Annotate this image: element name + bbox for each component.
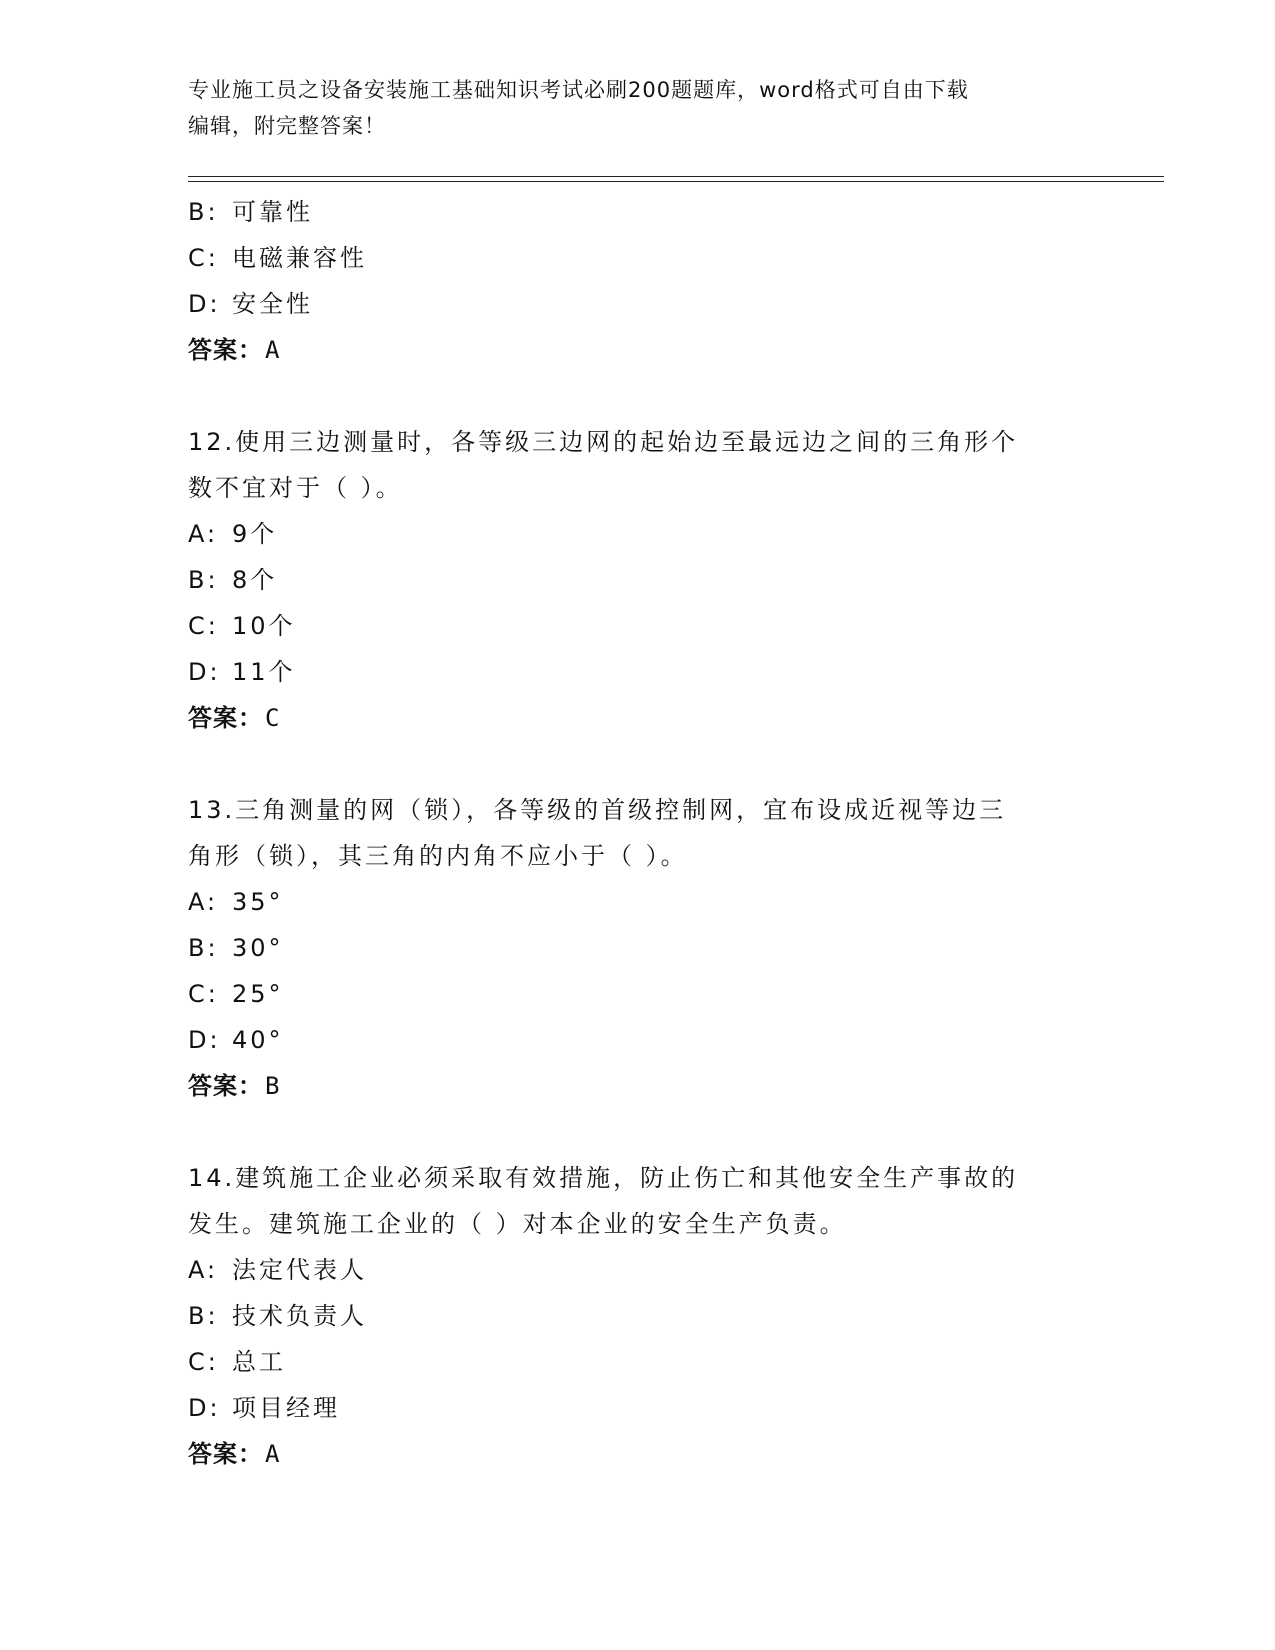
question-12 (188, 419, 1088, 741)
option-text: 电磁兼容性 (232, 244, 367, 272)
answer-line (188, 695, 1088, 741)
option-c (188, 1339, 1088, 1385)
option-letter: D: (188, 1394, 221, 1422)
option-text: 可靠性 (232, 198, 313, 226)
answer-value: A (265, 1440, 281, 1468)
option-text: 10个 (232, 612, 296, 640)
question-stem-line-1: 14.建筑施工企业必须采取有效措施，防止伤亡和其他安全生产事故的 (188, 1164, 1019, 1192)
answer-line (188, 1431, 1088, 1477)
option-text: 8个 (232, 566, 278, 594)
header-title-line-2: 编辑，附完整答案！ (188, 114, 386, 138)
answer-value: B (265, 1072, 281, 1100)
option-d (188, 649, 1088, 695)
option-letter: B: (188, 1302, 219, 1330)
question-stem-line-2: 数不宜对于（ ）。 (188, 474, 403, 502)
option-letter: B: (188, 566, 219, 594)
question-13 (188, 787, 1088, 1109)
option-c (188, 971, 1088, 1017)
option-text: 9个 (232, 520, 278, 548)
option-text: 项目经理 (232, 1394, 340, 1422)
header-title-line-1: 专业施工员之设备安装施工基础知识考试必刷200题题库，word格式可自由下载 (188, 78, 969, 102)
question-11-continued (188, 189, 1088, 373)
option-letter: A: (188, 888, 219, 916)
header-divider-top (188, 176, 1164, 177)
answer-value: C (265, 704, 281, 732)
option-text: 11个 (232, 658, 296, 686)
option-d (188, 1385, 1088, 1431)
option-text: 安全性 (232, 290, 313, 318)
document-header (188, 72, 1078, 144)
option-c (188, 235, 1088, 281)
option-letter: C: (188, 980, 219, 1008)
option-text: 总工 (232, 1348, 286, 1376)
option-text: 30° (232, 934, 284, 962)
question-stem (188, 1155, 1088, 1247)
option-d (188, 281, 1088, 327)
option-letter: D: (188, 1026, 221, 1054)
header-divider-bottom (188, 181, 1164, 182)
answer-value: A (265, 336, 281, 364)
option-a (188, 879, 1088, 925)
option-text: 40° (232, 1026, 284, 1054)
option-b (188, 189, 1088, 235)
option-b (188, 925, 1088, 971)
question-stem-line-1: 13.三角测量的网（锁），各等级的首级控制网，宜布设成近视等边三 (188, 796, 1007, 824)
option-letter: C: (188, 612, 219, 640)
option-a (188, 511, 1088, 557)
option-letter: A: (188, 520, 219, 548)
option-letter: D: (188, 290, 221, 318)
question-14 (188, 1155, 1088, 1477)
question-stem (188, 787, 1088, 879)
option-letter: C: (188, 1348, 219, 1376)
option-letter: B: (188, 198, 219, 226)
answer-label: 答案： (188, 1072, 263, 1100)
option-letter: A: (188, 1256, 219, 1284)
option-d (188, 1017, 1088, 1063)
question-stem-line-2: 角形（锁），其三角的内角不应小于（ ）。 (188, 842, 688, 870)
option-letter: B: (188, 934, 219, 962)
question-stem-line-2: 发生。建筑施工企业的（ ）对本企业的安全生产负责。 (188, 1210, 847, 1238)
option-b (188, 1293, 1088, 1339)
option-text: 35° (232, 888, 284, 916)
option-letter: C: (188, 244, 219, 272)
option-letter: D: (188, 658, 221, 686)
option-a (188, 1247, 1088, 1293)
question-stem (188, 419, 1088, 511)
option-c (188, 603, 1088, 649)
document-body (188, 189, 1088, 1477)
option-b (188, 557, 1088, 603)
answer-line (188, 327, 1088, 373)
answer-label: 答案： (188, 1440, 263, 1468)
answer-label: 答案： (188, 336, 263, 364)
answer-label: 答案： (188, 704, 263, 732)
option-text: 法定代表人 (232, 1256, 367, 1284)
question-stem-line-1: 12.使用三边测量时，各等级三边网的起始边至最远边之间的三角形个 (188, 428, 1019, 456)
answer-line (188, 1063, 1088, 1109)
option-text: 25° (232, 980, 284, 1008)
option-text: 技术负责人 (232, 1302, 367, 1330)
